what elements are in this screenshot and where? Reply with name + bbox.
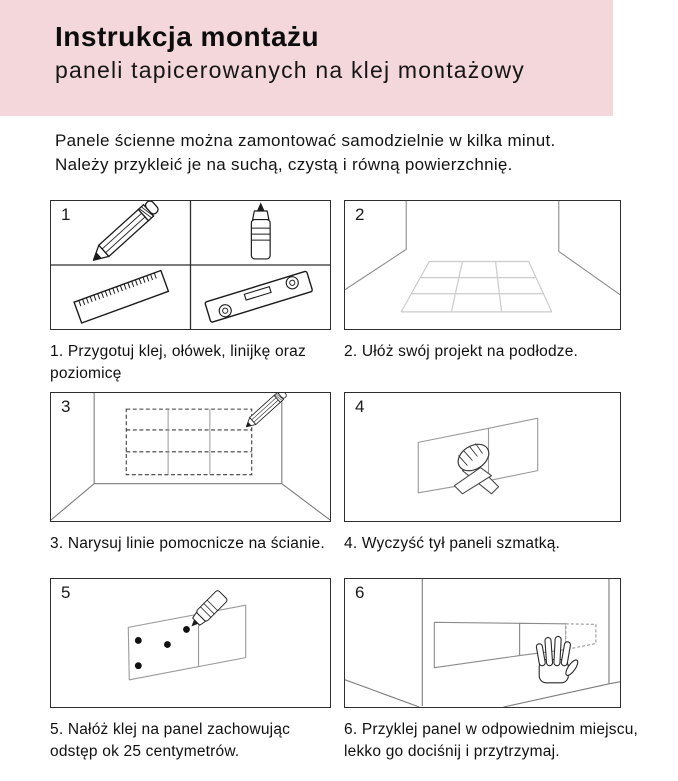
press-panel-illustration <box>345 579 620 707</box>
clean-panels-illustration <box>345 393 620 521</box>
step-4-number: 4 <box>355 397 365 416</box>
step-3 <box>50 392 350 555</box>
step-4-frame <box>344 392 621 522</box>
step-3-number: 3 <box>61 397 71 416</box>
intro-line-2: Należy przykleić je na suchą, czystą i równą powierzchnię. <box>55 154 513 174</box>
step-1 <box>50 200 352 385</box>
step-1-frame <box>50 200 331 330</box>
intro-text <box>55 129 650 177</box>
mounted-panels <box>434 622 596 667</box>
room-walls <box>51 393 330 520</box>
step-6-number: 6 <box>355 583 365 602</box>
step-4-caption: 4. Wyczyść tył paneli szmatką. <box>344 535 561 552</box>
step-5-caption: 5. Nałóż klej na panel zachowując odstęp ok 25 centymetrów. <box>50 721 291 760</box>
pencil-icon <box>243 393 287 430</box>
step-4 <box>344 392 644 555</box>
step-3-frame <box>50 392 331 522</box>
step-5 <box>50 578 338 763</box>
header-banner <box>0 0 613 116</box>
panel-back <box>128 605 245 680</box>
spirit-level-icon <box>205 271 313 322</box>
step-2 <box>344 200 644 363</box>
step-1-caption: 1. Przygotuj klej, ołówek, linijkę oraz poziomicę <box>50 343 306 382</box>
step-3-caption: 3. Narysuj linie pomocnicze na ścianie. <box>50 535 325 552</box>
page-subtitle: paneli tapicerowanych na klej montażowy <box>55 56 525 83</box>
intro-line-1: Panele ścienne można zamontować samodzielnie w kilka minut. <box>55 131 556 150</box>
wall-guides-illustration <box>51 393 330 521</box>
step-6-caption: 6. Przyklej panel w odpowiednim miejscu, lekko go dociśnij i przytrzymaj. <box>344 721 639 760</box>
pencil-icon <box>88 201 160 266</box>
glue-bottle-icon <box>251 202 270 259</box>
step-2-frame <box>344 200 621 330</box>
page-title: Instrukcja montażu <box>55 21 320 52</box>
floor-layout-illustration <box>345 201 620 329</box>
tools-illustration <box>51 201 330 329</box>
step-2-caption: 2. Ułóż swój projekt na podłodze. <box>344 343 579 360</box>
step-5-frame <box>50 578 331 708</box>
room-walls <box>345 201 620 295</box>
step-6 <box>344 578 668 763</box>
step-2-number: 2 <box>355 205 365 224</box>
step-5-number: 5 <box>61 583 71 602</box>
floor-panels-grid <box>401 261 552 311</box>
wall-guide-grid <box>126 409 251 475</box>
apply-glue-illustration <box>51 579 330 707</box>
step-6-frame <box>344 578 621 708</box>
step-1-number: 1 <box>61 205 71 224</box>
ruler-icon <box>74 270 168 323</box>
